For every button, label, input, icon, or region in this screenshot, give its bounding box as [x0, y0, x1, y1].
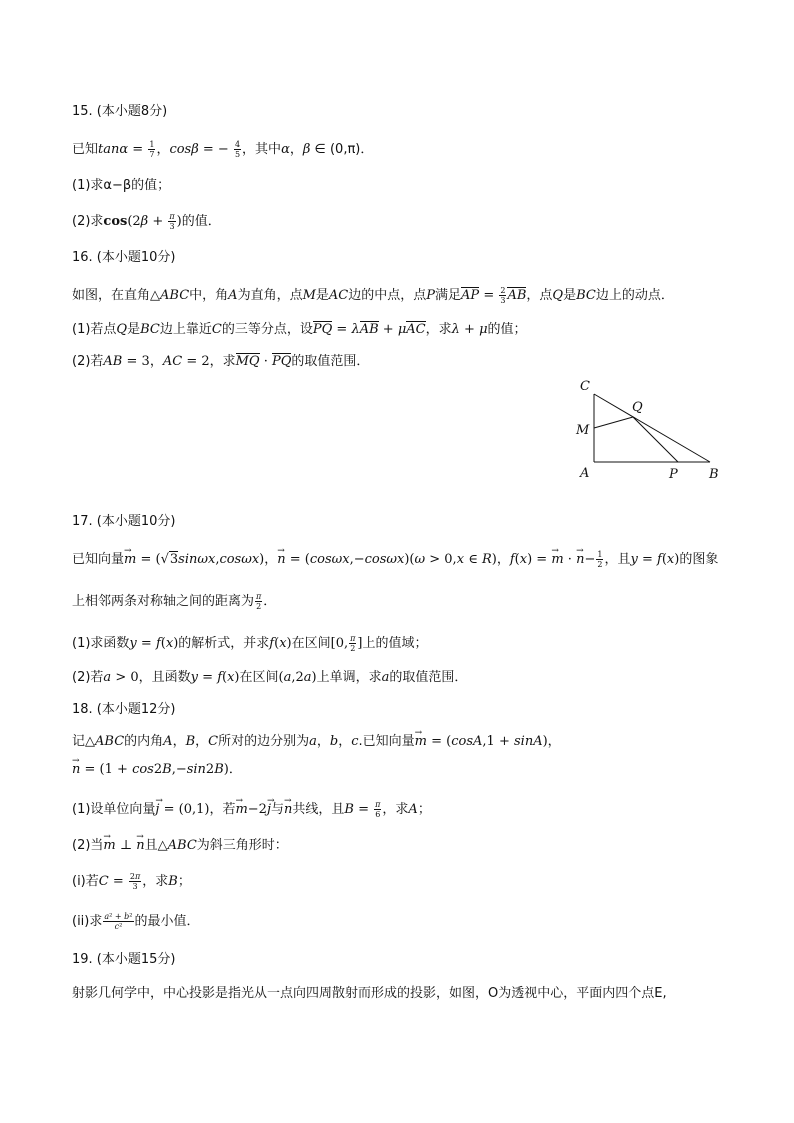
- q15-part-2: (2)求cos(2β + $\frac{\pi}{3}$ )的值．: [72, 212, 221, 231]
- segment-mq: [594, 417, 633, 428]
- q18-pii-b: 的最小值．: [134, 914, 200, 929]
- q16-stem-h: 是: [563, 288, 577, 303]
- q16-stem-a: 如图，在直角: [72, 288, 151, 303]
- q18-part-2-ii: [72, 912, 200, 932]
- q16-p2-c: ，求: [209, 354, 236, 369]
- q17-p2-d: 上单调，求: [316, 670, 382, 685]
- q17-stem-d: ，且: [604, 552, 631, 567]
- q16-stem-g: ，点: [526, 288, 553, 303]
- q18-stem-f: ，: [316, 734, 330, 749]
- q18-part-1: (1)设单位向量j → = (0,1)，若m →−2j →与n →共线，且B = $\frac{\pi}{6}$ ，求A；: [72, 800, 431, 820]
- q18-pi-a: (i)若: [72, 874, 99, 889]
- q17-p2-a: (2)若: [72, 670, 104, 685]
- fraction: $\frac{2}{3}$: [500, 286, 506, 305]
- q16-heading: [72, 248, 176, 268]
- q17-part-1: (1)求函数y = f(x)的解析式，并求f(x)在区间[0, $\frac{\pi}{2}$ ]上的值域；: [72, 634, 428, 653]
- q17-stem-c: ，: [496, 552, 510, 567]
- q18-stem: 记△ABC的内角A，B，C所对的边分别为a，b，c.已知向量m → = (cosA,1 + sinA)，: [72, 732, 561, 752]
- q17-heading: [72, 512, 176, 532]
- q16-stem-b: 中，角: [189, 288, 229, 303]
- q18-heading-text: 18. (本小题12分): [72, 702, 176, 717]
- q18-p1-e: ，求: [382, 802, 409, 817]
- q16-part-1: (1)若点Q是BC边上靠近C的三等分点，设PQ = λAB + μAC，求λ + μ的值；: [72, 320, 527, 340]
- fraction: $\frac{\text{a² + b²}}{\text{c²}}$: [104, 912, 133, 931]
- q16-p1-a: (1)若点: [72, 322, 117, 337]
- q18-heading: [72, 700, 176, 720]
- q18-stem-c: ，: [172, 734, 186, 749]
- q18-pi-c: ；: [177, 874, 191, 889]
- fraction: $\frac{\pi}{2}$: [350, 634, 356, 653]
- label-q: Q: [632, 400, 643, 415]
- q19-stem-text: 射影几何学中，中心投影是指光从一点向四周散射而形成的投影，如图，O为透视中心，平面内四个点E,: [72, 986, 667, 1001]
- q18-p1-d: 共线，且: [292, 802, 345, 817]
- label-c: C: [580, 379, 590, 394]
- q17-p2-b: ，且函数: [138, 670, 191, 685]
- q17-p2-e: 的取值范围．: [389, 670, 468, 685]
- q15-part-1: [72, 176, 170, 196]
- q15-part-2-text-1: (2)求: [72, 214, 104, 229]
- q18-stem-a: 记: [72, 734, 86, 749]
- q16-p2-a: (2)若: [72, 354, 104, 369]
- q18-pi-b: ，求: [142, 874, 169, 889]
- label-p: P: [669, 467, 678, 482]
- q18-part-2-i: (i)若C = $\frac{2\pi}{3}$ ，求B；: [72, 872, 191, 891]
- q19-heading-text: 19. (本小题15分): [72, 952, 176, 967]
- q17-part-2: (2)若a > 0，且函数y = f(x)在区间(a,2a)上单调，求a的取值范围．: [72, 670, 468, 685]
- q18-stem2-b: ．: [228, 762, 242, 777]
- segment-cb: [594, 394, 710, 462]
- q17-stem-2: [72, 592, 276, 612]
- q17-stem-e: 的图象: [679, 552, 719, 567]
- triangle-figure: [570, 376, 730, 486]
- q15-part-1-text: (1)求α−β的值；: [72, 178, 171, 193]
- q18-p1-a: (1)设单位向量: [72, 802, 156, 817]
- q18-p2-a: (2)当: [72, 838, 104, 853]
- q17-p1-d: 上的值域；: [362, 636, 428, 651]
- q15-stem: 已知tanα = $\frac{1}{7}$ ，cosβ = − $\frac{4}{5}$ ，其中α，β ∈ (0,π)．: [72, 140, 374, 159]
- q16-stem-i: 边上的动点．: [595, 288, 674, 303]
- q15-stem-text-2: ，其中: [242, 142, 282, 157]
- q17-p2-c: 在区间: [239, 670, 279, 685]
- q16-stem-e: 边的中点，点: [348, 288, 427, 303]
- q17-stem: 已知向量m → = (√3sinωx,cosωx)，n → = (cosωx,−cosωx)(ω > 0,x ∈ R)，f(x) = m → · n →− $\frac{1}{2}$ ，且y = f(x)的图象: [72, 550, 718, 570]
- q18-p1-b: ，若: [209, 802, 236, 817]
- q18-pii-a: (ii)求: [72, 914, 103, 929]
- fraction: $\frac{\pi}{3}$: [169, 212, 175, 231]
- q16-stem-c: 为直角，点: [237, 288, 303, 303]
- q16-p1-c: 边上靠近: [159, 322, 212, 337]
- label-m: M: [576, 423, 590, 438]
- fraction: $\frac{1}{7}$: [149, 140, 155, 159]
- q16-stem-f: 满足: [435, 288, 462, 303]
- q18-p2-b: 且: [144, 838, 158, 853]
- q18-part-2: (2)当m → ⊥ n →且△ABC为斜三角形时：: [72, 836, 288, 856]
- q16-part-2: (2)若AB = 3，AC = 2，求MQ · PQ的取值范围．: [72, 352, 369, 372]
- q18-p2-c: 为斜三角形时：: [196, 838, 288, 853]
- q15-heading: [72, 102, 167, 122]
- q16-p2-b: ，: [149, 354, 163, 369]
- fraction: $\frac{1}{2}$: [597, 550, 603, 569]
- q18-p1-c: 与: [270, 802, 284, 817]
- q18-p1-f: ；: [417, 802, 431, 817]
- fraction: $\frac{4}{5}$: [234, 140, 241, 159]
- fraction: $\frac{2\pi}{3}$: [129, 872, 141, 891]
- q19-stem: [72, 984, 667, 1004]
- q16-p1-b: 是: [127, 322, 141, 337]
- q18-stem-2: n → = (1 + cos2B,−sin2B)．: [72, 760, 242, 780]
- label-b: B: [709, 467, 719, 482]
- q15-part-2-text-2: 的值．: [181, 214, 221, 229]
- q15-heading-text: 15. (本小题8分): [72, 104, 168, 119]
- q18-stem-b: 的内角: [124, 734, 164, 749]
- q16-stem-d: 是: [315, 288, 329, 303]
- q17-p1-a: (1)求函数: [72, 636, 130, 651]
- q16-stem: 如图，在直角△ABC中，角A为直角，点M是AC边的中点，点P满足AP = $\frac{2}{3}$ AB，点Q是BC边上的动点．: [72, 286, 674, 305]
- q16-heading-text: 16. (本小题10分): [72, 250, 176, 265]
- q18-stem-g: ，: [338, 734, 352, 749]
- q17-stem-b: ，: [264, 552, 278, 567]
- fraction: $\frac{\pi}{6}$: [375, 800, 381, 819]
- q17-stem2-a: 上相邻两条对称轴之间的距离为: [72, 594, 255, 609]
- q17-stem-a: 已知向量: [72, 552, 125, 567]
- q18-stem-h: .已知向量: [358, 734, 415, 749]
- q18-stem-i: ，: [547, 734, 561, 749]
- label-a: A: [580, 466, 590, 481]
- q15-stem-range: ∈ (0,π)．: [314, 142, 374, 157]
- q18-stem-e: 所对的边分别为: [218, 734, 310, 749]
- q15-stem-text-1: 已知: [72, 142, 99, 157]
- fraction: $\frac{\pi}{2}$: [256, 592, 262, 611]
- q16-p2-d: 的取值范围．: [291, 354, 370, 369]
- q17-p1-b: 的解析式，并求: [178, 636, 270, 651]
- q16-p1-d: 的三等分点，设: [221, 322, 313, 337]
- q16-p1-e: ，求: [425, 322, 452, 337]
- q18-stem-d: ，: [195, 734, 209, 749]
- q16-p1-f: 的值；: [487, 322, 527, 337]
- q17-stem2-b: ．: [263, 594, 277, 609]
- q15-stem-sep-1: ，: [156, 142, 170, 157]
- q17-heading-text: 17. (本小题10分): [72, 514, 176, 529]
- q19-heading: [72, 950, 176, 970]
- q17-p1-c: 在区间: [291, 636, 331, 651]
